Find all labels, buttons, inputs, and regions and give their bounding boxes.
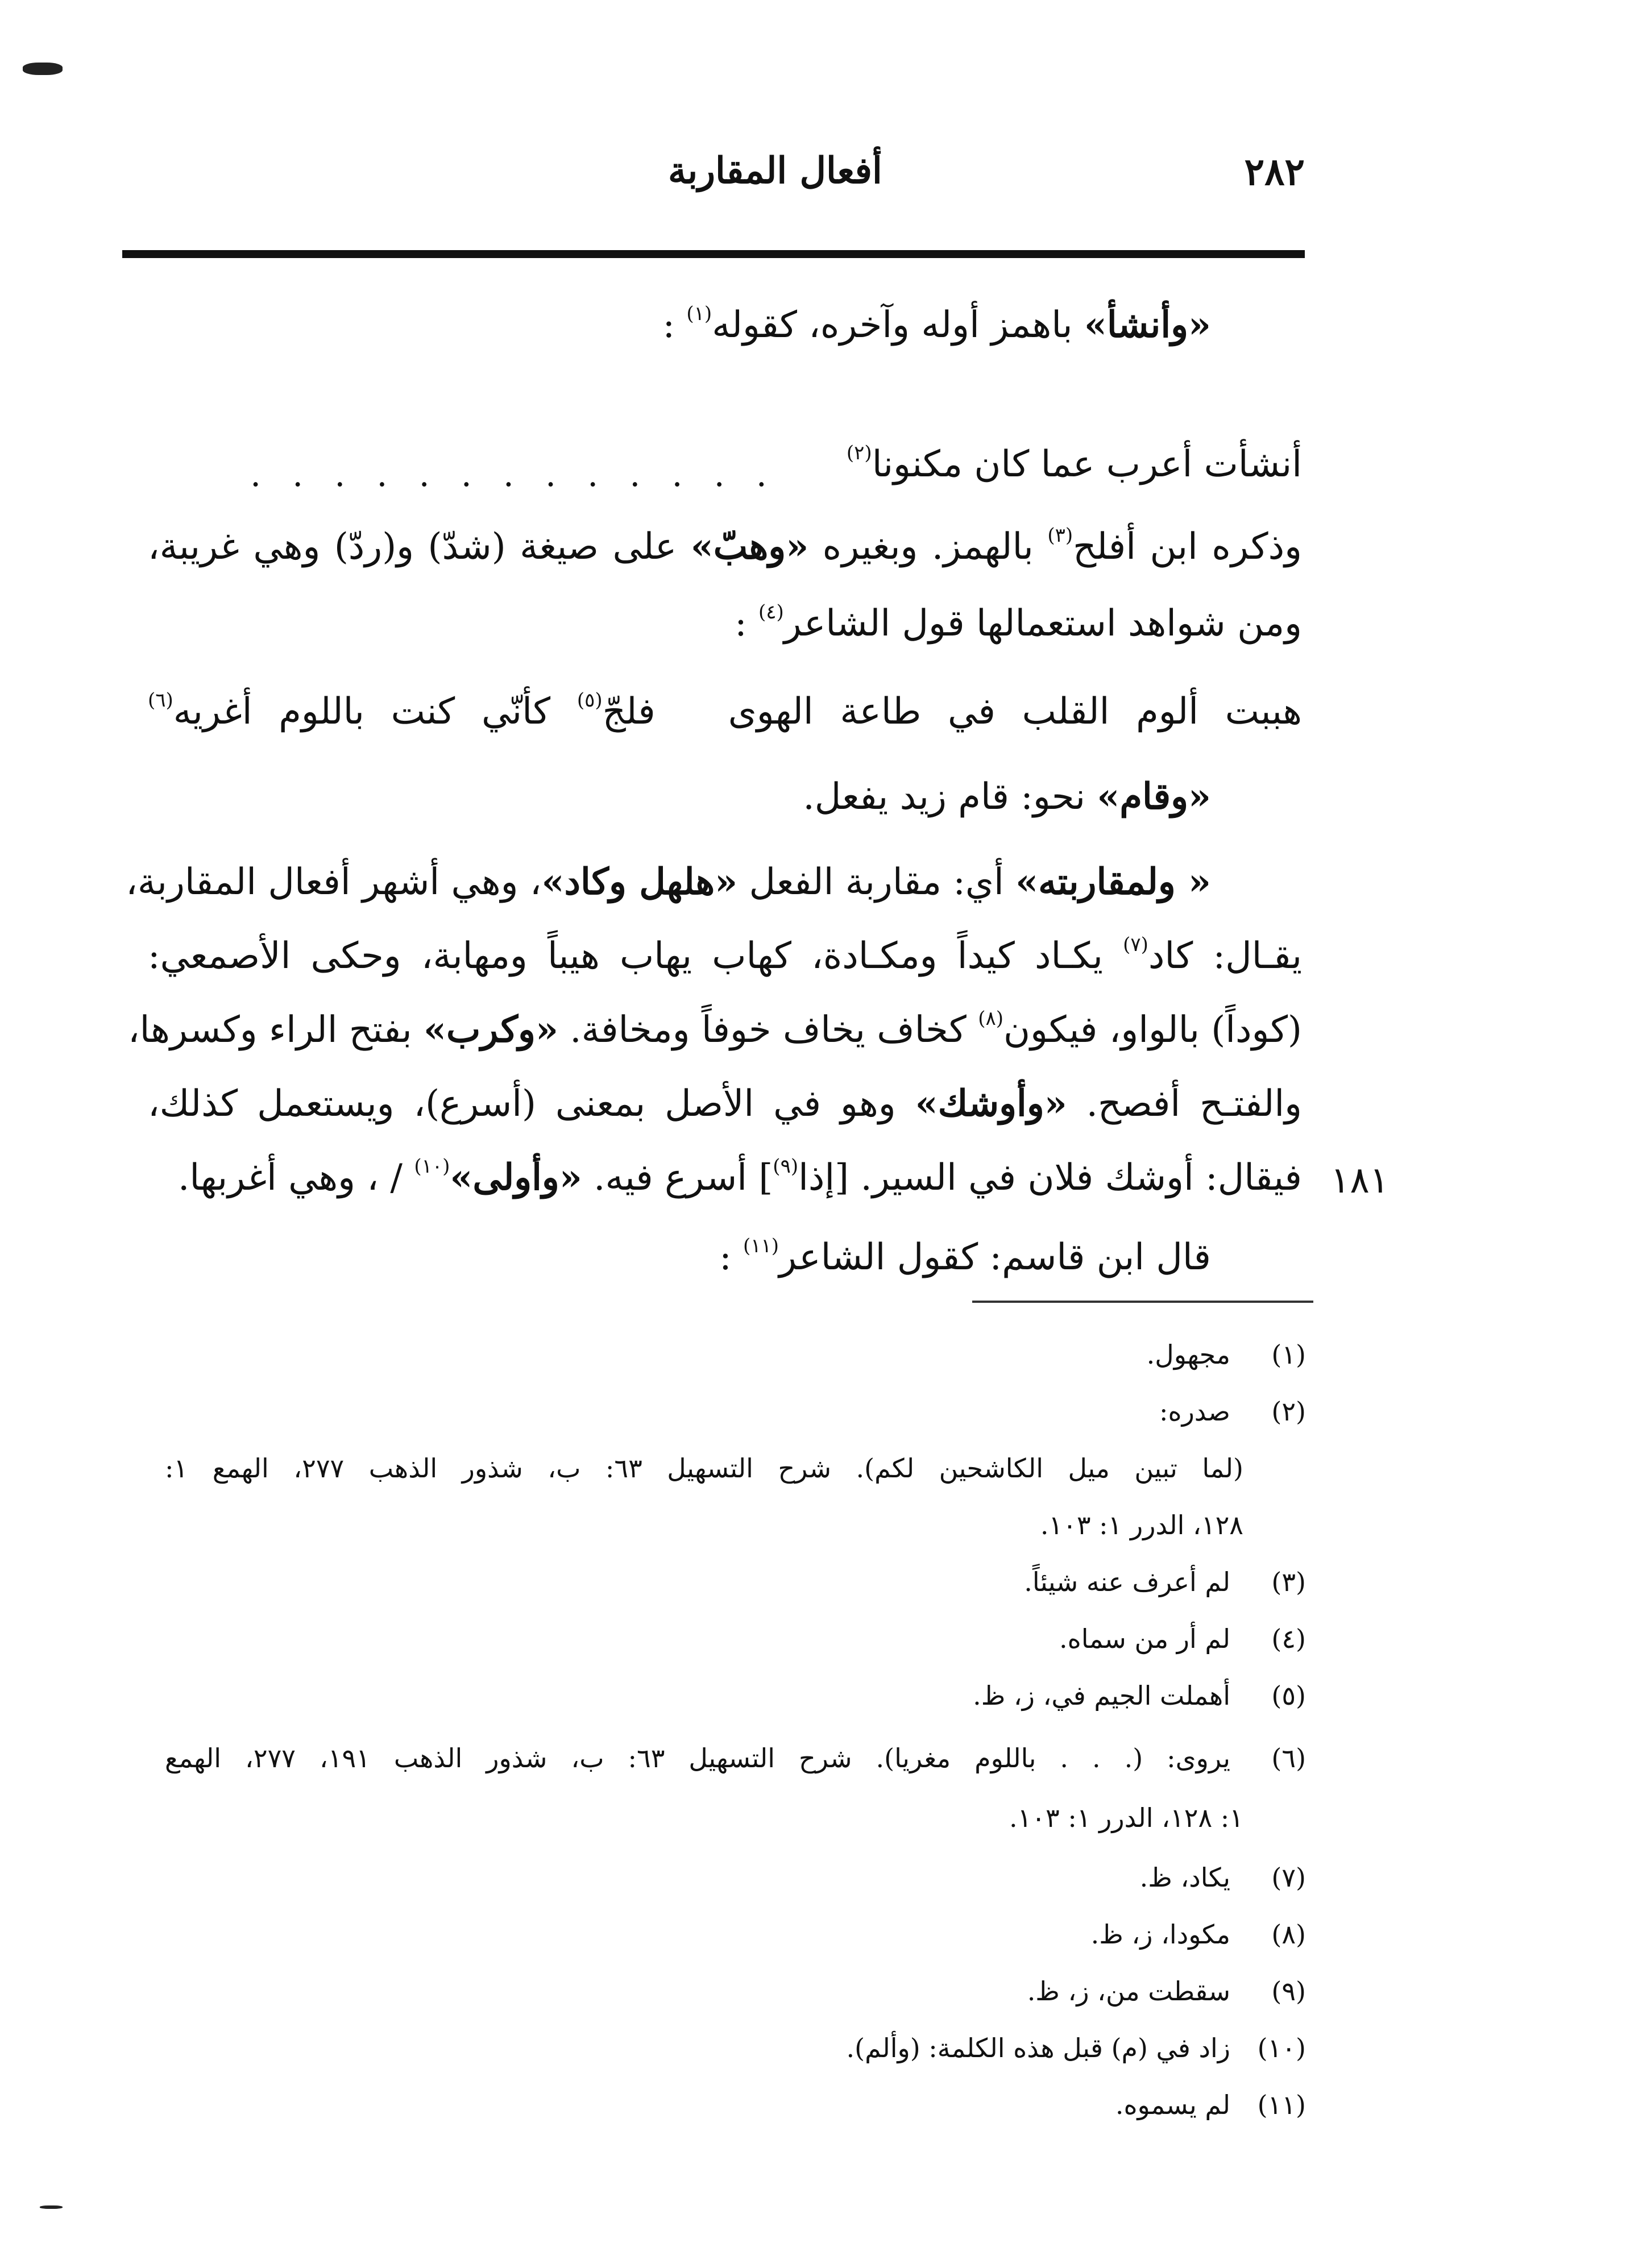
text-segment: فيقال: أوشك فلان في السير. [إذا [798, 1157, 1302, 1199]
verse-hemistich: أنشأت أعرب عما كان مكنونا [872, 443, 1302, 485]
footnote-number: (٤) [1271, 1623, 1306, 1654]
footnote [1159, 1396, 1306, 1427]
text-segment: يكـاد كيداً ومكـادة، كهاب يهاب هيباً ومهابة، وحكى الأصمعي: [148, 935, 1123, 977]
footnote-text: لم أعرف عنه شيئاً. [1024, 1567, 1230, 1597]
footnote [1027, 1976, 1306, 2007]
keyword: «وأنشأ» [1084, 304, 1211, 346]
verse-line [148, 689, 1303, 733]
text-line [126, 861, 1211, 903]
text-segment: (كوداً) بالواو، فيكون [1003, 1009, 1302, 1051]
text-line [662, 302, 1211, 346]
footnote [165, 1745, 1306, 1771]
footnote-number: (٥) [1271, 1680, 1306, 1711]
verse-ellipsis: . . . . . . . . . . . . . [250, 455, 777, 495]
footnote-number: (٢) [1271, 1396, 1306, 1427]
text-segment: والفتـح أفصح. [1067, 1083, 1302, 1125]
footnote-marker: (٨) [978, 1007, 1004, 1030]
text-segment: : [662, 304, 687, 346]
footnote-number: (١٠) [1257, 2033, 1306, 2063]
text-segment: أي: مقاربة الفعل [737, 861, 1016, 903]
text-line [178, 1155, 1302, 1199]
footnote-marker: (٦) [148, 689, 173, 712]
verse-hemistich: كأنّي كنت باللوم أغريه [173, 691, 577, 733]
text-line [148, 1082, 1302, 1125]
text-segment: على صيغة (شدّ) و(ردّ) وهي غريبة، [148, 526, 691, 568]
footnote [973, 1680, 1306, 1711]
footnote-marker: (٤) [758, 601, 784, 624]
footnote-number: (١) [1271, 1339, 1306, 1370]
scan-speck [23, 63, 63, 75]
text-segment: ، وهي أشهر أفعال المقاربة، [126, 861, 542, 903]
footnote-number: (١١) [1257, 2090, 1306, 2120]
footnote-text: مكودا، ز، ظ. [1090, 1919, 1230, 1950]
keyword: «وكرب» [424, 1008, 558, 1051]
text-line [719, 1235, 1211, 1278]
header-rule [122, 250, 1305, 258]
footnote-number: (٣) [1271, 1567, 1306, 1597]
footnote-text: زاد في (م) قبل هذه الكلمة: (وألم). [846, 2033, 1230, 2063]
text-segment: ] أسرع فيه. [582, 1157, 773, 1199]
footnote-text: لم أر من سماه. [1059, 1623, 1230, 1654]
footnote [1059, 1623, 1306, 1654]
footnote-continuation: ١: ١٢٨، الدرر ١: ١٠٣. [1009, 1802, 1243, 1833]
text-segment: قال ابن قاسم: كقول الشاعر [779, 1236, 1211, 1278]
text-segment: / ، وهي أغربها. [178, 1157, 414, 1199]
footnote-marker: (٢) [846, 442, 872, 464]
footnote-marker: (٥) [576, 689, 603, 712]
text-segment: نحو: قام زيد يفعل. [803, 776, 1097, 818]
text-segment: ومن شواهد استعمالها قول الشاعر [783, 603, 1302, 645]
footnote-continuation: ١٢٨، الدرر ١: ١٠٣. [1040, 1510, 1243, 1540]
text-segment: كخاف يخاف خوفاً ومخافة. [558, 1009, 978, 1051]
footnote-marker: (٧) [1123, 933, 1148, 956]
footnote-text: أهملت الجيم في، ز، ظ. [973, 1680, 1230, 1711]
text-line [148, 524, 1303, 568]
text-segment: بالهمز. وبغيره [808, 526, 1048, 568]
footnote-continuation: (لما تبين ميل الكاشحين لكم). شرح التسهيل ٦٣: ب، شذور الذهب ٢٧٧، الهمع ١: [165, 1453, 1243, 1484]
footnote-text: يكاد، ظ. [1139, 1862, 1230, 1893]
text-line [148, 933, 1303, 977]
text-line [803, 775, 1211, 818]
footnote-marker: (١٠) [414, 1155, 450, 1178]
manuscript-folio-number: ١٨١ [1330, 1160, 1390, 1202]
page-number: ٢٨٢ [1244, 149, 1305, 194]
keyword: « ولمقاربته» [1015, 861, 1211, 903]
keyword: «وهبّ» [690, 525, 809, 568]
footnotes-rule [972, 1301, 1313, 1303]
text-segment: يقـال: كاد [1148, 935, 1303, 977]
text-segment: : [735, 603, 758, 645]
footnote-marker: (٣) [1047, 524, 1073, 547]
running-head: أفعال المقاربة [668, 149, 882, 192]
footnote [1090, 1919, 1306, 1950]
footnote [1024, 1569, 1306, 1595]
footnote [847, 2035, 1306, 2061]
footnote-marker: (٩) [773, 1155, 799, 1178]
scan-speck [40, 2205, 63, 2209]
footnote-text: يروى: (. . . باللوم مغريا). شرح التسهيل ٦٣: ب، شذور الذهب ١٩١، ٢٧٧، الهمع [165, 1743, 1231, 1773]
text-segment: فلجّ [602, 691, 656, 733]
verse-hemistich: هببت ألوم القلب في طاعة الهوى [728, 691, 1303, 733]
footnote [1115, 2092, 1306, 2118]
text-segment: بفتح الراء وكسرها، [128, 1009, 424, 1051]
footnote-text: صدره: [1159, 1396, 1230, 1427]
text-segment: وهو في الأصل بمعنى (أسرع)، ويستعمل كذلك، [148, 1083, 915, 1125]
text-segment: وذكره ابن أفلح [1073, 526, 1303, 568]
keyword: «وأوشك» [915, 1082, 1067, 1125]
keyword: «وقام» [1097, 775, 1211, 818]
footnote-number: (٨) [1271, 1919, 1306, 1950]
text-line [735, 601, 1302, 645]
footnote [1140, 1864, 1306, 1891]
footnote-text: لم يسموه. [1115, 2090, 1230, 2120]
footnote-number: (٦) [1271, 1743, 1307, 1773]
footnote-marker: (١) [686, 302, 712, 325]
footnote-number: (٩) [1271, 1976, 1306, 2007]
text-segment: : [719, 1236, 743, 1278]
text-segment: باهمز أوله وآخره، كقوله [712, 304, 1084, 346]
page-header [122, 145, 1305, 213]
footnote [1147, 1341, 1306, 1368]
footnote-number: (٧) [1271, 1862, 1306, 1893]
verse-line [846, 442, 1302, 485]
keyword: «هلهل وكاد» [541, 861, 738, 903]
footnote-marker: (١١) [743, 1235, 779, 1257]
footnote-text: سقطت من، ز، ظ. [1027, 1976, 1230, 2007]
keyword: «وأولى» [450, 1156, 582, 1199]
text-line [128, 1007, 1302, 1051]
footnote-text: مجهول. [1146, 1339, 1230, 1370]
